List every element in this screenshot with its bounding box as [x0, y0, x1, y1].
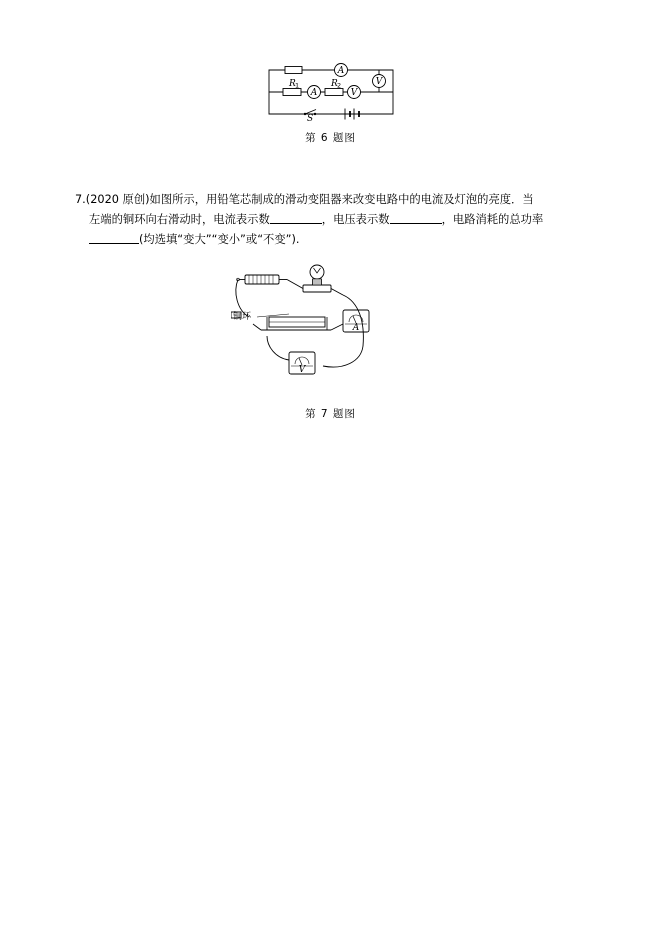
question-7-number: 7. — [75, 193, 86, 206]
question-7-text-2b: ，电压表示数 — [321, 212, 390, 226]
question-7-block — [75, 190, 575, 249]
voltmeter-mid-symbol — [347, 86, 360, 99]
voltmeter-right-label: V — [375, 77, 382, 87]
battery-pictorial — [236, 275, 286, 284]
question-7-text-3: (均选填“变大”“变小”或“不变”). — [139, 232, 300, 246]
answer-blank-3[interactable] — [89, 232, 139, 244]
resistor-r2-label: R — [330, 79, 338, 89]
question-7-text-2c: ，电路消耗的总功率 — [441, 212, 544, 226]
answer-blank-2[interactable] — [390, 212, 442, 224]
copper-ring-label: 铜环 — [232, 312, 251, 322]
switch-label: S — [306, 114, 313, 122]
resistor-r1-label: R — [288, 79, 296, 89]
question-7-text-1: 如图所示，用铅笔芯制成的滑动变阻器来改变电路中的电流及灯泡的亮度．当 — [149, 193, 534, 206]
figure-6-circuit-diagram — [261, 62, 401, 122]
resistor-top-symbol — [285, 67, 302, 74]
voltmeter-pictorial-label: V — [298, 365, 305, 375]
ammeter-top-label: A — [337, 66, 344, 76]
ammeter-pictorial — [343, 310, 369, 333]
question-7-line-2 — [75, 210, 575, 230]
resistor-r2-sub: 2 — [336, 81, 341, 90]
voltmeter-mid-label: V — [350, 88, 357, 98]
question-7-line-3 — [75, 230, 575, 250]
resistor-r2-symbol — [325, 89, 343, 96]
ammeter-mid-label: A — [310, 88, 317, 98]
figure-7-caption: 第 7 题图 — [305, 408, 356, 420]
question-7-tag: (2020 原创) — [85, 193, 150, 206]
resistor-r1-symbol — [283, 89, 301, 96]
voltmeter-right-symbol — [372, 75, 385, 88]
ammeter-mid-symbol — [307, 86, 320, 99]
ammeter-top-symbol — [334, 64, 347, 77]
figure-7-pictorial-diagram — [231, 262, 431, 402]
ammeter-pictorial-label: A — [352, 323, 359, 333]
question-7-line-1 — [75, 190, 575, 210]
figure-6-caption: 第 6 题图 — [305, 132, 356, 144]
figure-7-container — [0, 262, 661, 421]
copper-ring-leader — [257, 314, 289, 317]
question-7-text-2a: 左端的铜环向右滑动时，电流表示数 — [89, 212, 270, 226]
lamp-pictorial — [287, 265, 343, 295]
resistor-r1-sub: 1 — [294, 81, 299, 90]
voltmeter-pictorial — [289, 352, 315, 375]
answer-blank-1[interactable] — [270, 212, 322, 224]
figure-6-container — [0, 62, 661, 145]
